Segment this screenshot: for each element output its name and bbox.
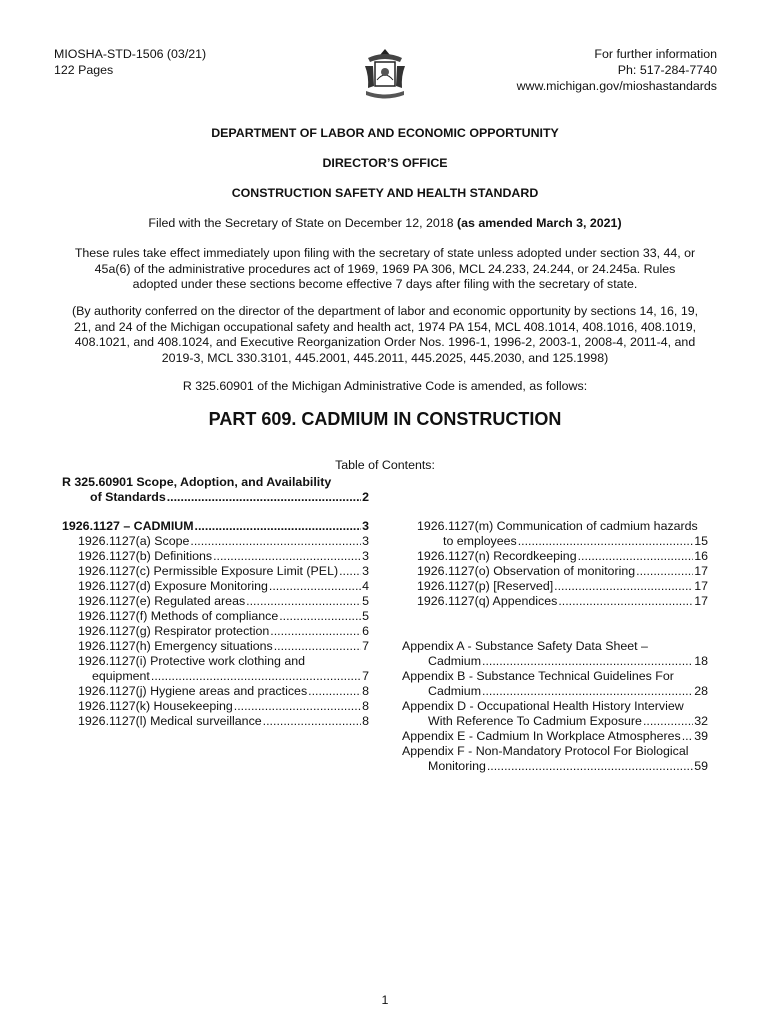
toc-page: 6 [362, 624, 369, 638]
toc-entry[interactable] [78, 714, 369, 729]
toc-label: equipment [92, 669, 150, 683]
toc-appendix-entry[interactable] [428, 759, 708, 774]
toc-label: With Reference To Cadmium Exposure [428, 714, 642, 728]
toc-appendix-entry[interactable] [428, 714, 708, 729]
toc-label: 1926.1127(g) Respirator protection [78, 624, 270, 638]
toc-label: Monitoring [428, 759, 486, 773]
office-heading: DIRECTOR’S OFFICE [322, 156, 448, 170]
toc-page: 7 [362, 669, 369, 683]
toc-page: 3 [362, 519, 369, 533]
toc-page: 8 [362, 699, 369, 713]
toc-label: 1926.1127(l) Medical surveillance [78, 714, 262, 728]
toc-entry[interactable] [78, 639, 369, 654]
toc-page: 16 [694, 549, 708, 563]
toc-appendix-entry[interactable] [428, 654, 708, 669]
toc-label: 1926.1127(h) Emergency situations [78, 639, 273, 653]
toc-label: 1926.1127(c) Permissible Exposure Limit (PEL) [78, 564, 339, 578]
toc-label: of Standards [90, 490, 166, 504]
toc-appendix-line[interactable]: Appendix D - Occupational Health History Interview [402, 699, 684, 713]
toc-page: 3 [362, 534, 369, 548]
toc-label: Cadmium [428, 684, 482, 698]
page-count: 122 Pages [54, 63, 114, 77]
toc-scope-entry[interactable] [90, 490, 369, 505]
toc-label: 1926.1127(d) Exposure Monitoring [78, 579, 268, 593]
authority-line: 21, and 24 of the Michigan occupational safety and health act, 1974 PA 154, MCL 408.1014, 408.1016, 408.1019, [73, 319, 697, 334]
toc-label: 1926.1127(f) Methods of compliance [78, 609, 279, 623]
toc-entry-line[interactable]: 1926.1127(m) Communication of cadmium hazards [417, 519, 698, 533]
amended-date: (as amended March 3, 2021) [456, 216, 622, 230]
toc-entry[interactable] [417, 549, 708, 564]
toc-page: 5 [362, 594, 369, 608]
toc-page: 8 [362, 714, 369, 728]
toc-entry[interactable] [417, 564, 708, 579]
toc-page: 39 [694, 729, 708, 743]
toc-entry[interactable] [78, 699, 369, 714]
page-number: 1 [381, 993, 389, 1007]
toc-scope-line[interactable]: R 325.60901 Scope, Adoption, and Availability [62, 475, 332, 489]
part-title: PART 609. CADMIUM IN CONSTRUCTION [208, 409, 562, 429]
authority-line: 2019-3, MCL 330.3101, 445.2001, 445.2011, 445.2025, 445.2030, and 125.1998) [161, 350, 609, 365]
toc-page: 59 [694, 759, 708, 773]
toc-label: 1926.1127(k) Housekeeping [78, 699, 233, 713]
toc-appendix-entry[interactable] [428, 684, 708, 699]
toc-page: 32 [694, 714, 708, 728]
toc-page: 18 [694, 654, 708, 668]
authority-paragraph [62, 304, 708, 366]
toc-label: 1926.1127(j) Hygiene areas and practices [78, 684, 308, 698]
toc-page: 4 [362, 579, 369, 593]
toc-label: 1926.1127(p) [Reserved] [417, 579, 554, 593]
toc-page: 15 [694, 534, 708, 548]
toc-entry[interactable] [443, 534, 708, 549]
toc-entry[interactable] [78, 579, 369, 594]
authority-line: 408.1021, and 408.1024, and Executive Reorganization Order Nos. 1996-1, 1996-2, 2003-1, 2008-4, 2011-4, and [74, 335, 696, 349]
toc-label: 1926.1127(a) Scope [78, 534, 190, 548]
toc-entry[interactable] [78, 564, 369, 579]
toc-label: 1926.1127 – CADMIUM [62, 519, 194, 533]
toc-entry-cadmium[interactable] [62, 519, 369, 534]
toc-label: 1926.1127(e) Regulated areas [78, 594, 246, 608]
toc-entry[interactable] [78, 624, 369, 639]
toc-label: 1926.1127(q) Appendices [417, 594, 558, 608]
document-id-block [54, 46, 206, 78]
michigan-state-seal-icon [360, 46, 410, 104]
toc-appendix-line[interactable]: Appendix B - Substance Technical Guidelines For [402, 669, 674, 683]
phone-number: Ph: 517-284-7740 [617, 63, 717, 77]
filed-text: Filed with the Secretary of State on December 12, 2018 [148, 216, 457, 230]
effect-paragraph [62, 246, 708, 293]
toc-entry-line[interactable]: 1926.1127(i) Protective work clothing and [78, 654, 306, 668]
toc-entry[interactable] [78, 534, 369, 549]
document-id: MIOSHA-STD-1506 (03/21) [54, 47, 207, 61]
effect-line: adopted under these sections become effective 7 days after filing with the secretary of state. [132, 277, 638, 291]
toc-page: 2 [362, 490, 369, 504]
toc-entry[interactable] [78, 594, 369, 609]
toc-label: Appendix E - Cadmium In Workplace Atmospheres [402, 729, 681, 743]
effect-line: These rules take effect immediately upon filing with the secretary of state unless adopted under section 33, 44, or [74, 246, 696, 260]
toc-label: 1926.1127(b) Definitions [78, 549, 213, 563]
toc-page: 17 [694, 594, 708, 608]
toc-label: to employees [443, 534, 517, 548]
toc-entry[interactable] [92, 669, 369, 684]
toc-entry[interactable] [417, 579, 708, 594]
filed-statement [0, 216, 770, 230]
toc-entry[interactable] [78, 549, 369, 564]
toc-appendix-entry[interactable] [402, 729, 708, 744]
toc-page: 17 [694, 564, 708, 578]
toc-page: 7 [362, 639, 369, 653]
toc-heading: Table of Contents: [335, 458, 435, 472]
toc-page: 3 [362, 564, 369, 578]
website-link[interactable]: www.michigan.gov/mioshastandards [516, 79, 717, 93]
toc-entry[interactable] [78, 609, 369, 624]
toc-appendix-line[interactable]: Appendix A - Substance Safety Data Sheet – [402, 639, 648, 653]
toc-page: 5 [362, 609, 369, 623]
department-heading: DEPARTMENT OF LABOR AND ECONOMIC OPPORTUNITY [211, 126, 559, 140]
toc-page: 17 [694, 579, 708, 593]
authority-line: (By authority conferred on the director of the department of labor and economic opportunity by sections 14, 16, 19, [71, 304, 699, 318]
info-label: For further information [594, 47, 717, 61]
toc-label: 1926.1127(n) Recordkeeping [417, 549, 577, 563]
contact-block [517, 46, 717, 94]
amend-note: R 325.60901 of the Michigan Administrative Code is amended, as follows: [182, 379, 588, 393]
toc-entry[interactable] [417, 594, 708, 609]
toc-appendix-line[interactable]: Appendix F - Non-Mandatory Protocol For Biological [402, 744, 689, 758]
toc-page: 8 [362, 684, 369, 698]
toc-label: 1926.1127(o) Observation of monitoring [417, 564, 636, 578]
standard-heading: CONSTRUCTION SAFETY AND HEALTH STANDARD [231, 186, 539, 200]
toc-page: 3 [362, 549, 369, 563]
effect-line: 45a(6) of the administrative procedures act of 1969, 1969 PA 306, MCL 24.233, 24.244, or 24.245a. Rules [94, 261, 676, 276]
toc-page: 28 [694, 684, 708, 698]
toc-entry[interactable] [78, 684, 369, 699]
toc-label: Cadmium [428, 654, 482, 668]
